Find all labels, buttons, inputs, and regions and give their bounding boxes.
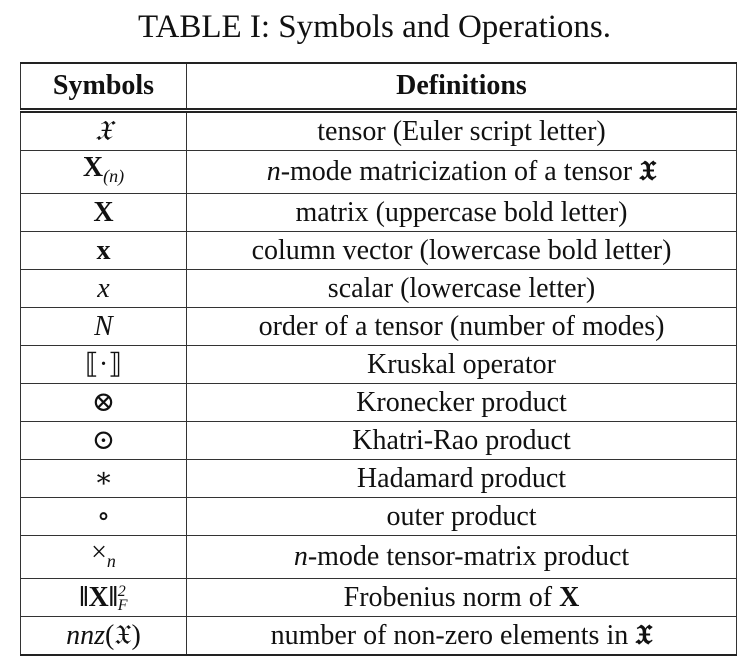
definition-text: -mode tensor-matrix product xyxy=(307,541,630,572)
table-row xyxy=(21,111,737,151)
symbol-cell xyxy=(21,460,187,498)
definition-cell: outer product xyxy=(187,498,737,536)
definition-cell: Kronecker product xyxy=(187,384,737,422)
definition-tensor-symbol: 𝔛 xyxy=(635,619,653,651)
definition-text: Frobenius norm of xyxy=(343,581,560,613)
symbol-tensor: 𝔛 xyxy=(94,114,113,147)
symbol-scalar: x xyxy=(97,272,110,304)
symbol-cell xyxy=(21,498,187,536)
symbol-cell xyxy=(21,194,187,232)
symbol-cell xyxy=(21,232,187,270)
table-row xyxy=(21,308,737,346)
definition-cell: Kruskal operator xyxy=(187,346,737,384)
symbol-khatri-rao: ⊙ xyxy=(91,424,116,456)
symbol-cell xyxy=(21,536,187,579)
table-row xyxy=(21,194,737,232)
table-header-row xyxy=(21,63,737,111)
definition-matrix-symbol: X xyxy=(559,581,580,613)
table-row xyxy=(21,617,737,656)
definition-cell xyxy=(187,536,737,579)
symbol-superscript: 2 xyxy=(117,582,126,600)
symbol-kronecker: ⊗ xyxy=(91,386,116,418)
symbol-kruskal: ⟦·⟧ xyxy=(84,348,123,380)
symbol-nnz: nnz xyxy=(66,619,106,651)
symbol-cell xyxy=(21,270,187,308)
symbol-cell xyxy=(21,151,187,194)
symbol-n-mode-product: × xyxy=(91,537,107,568)
definition-cell xyxy=(187,617,737,656)
table-row xyxy=(21,151,737,194)
symbols-table xyxy=(20,62,737,656)
header-symbols: Symbols xyxy=(21,63,187,111)
symbol-outer: ∘ xyxy=(96,500,111,532)
symbol-cell xyxy=(21,346,187,384)
symbol-cell xyxy=(21,617,187,656)
symbol-subscript: F xyxy=(117,596,128,614)
table-row xyxy=(21,384,737,422)
symbol-cell xyxy=(21,422,187,460)
table-row xyxy=(21,579,737,617)
symbol-subscript: n xyxy=(106,551,116,571)
definition-cell: tensor (Euler script letter) xyxy=(187,111,737,151)
table-row xyxy=(21,536,737,579)
table-row xyxy=(21,232,737,270)
table-row xyxy=(21,346,737,384)
symbol-cell xyxy=(21,579,187,617)
table-row xyxy=(21,460,737,498)
definition-cell: column vector (lowercase bold letter) xyxy=(187,232,737,270)
symbol-subscript: (n) xyxy=(103,166,125,186)
definition-cell xyxy=(187,579,737,617)
table-caption: TABLE I: Symbols and Operations. xyxy=(137,9,612,45)
symbol-frobenius-norm: ‖X‖ xyxy=(79,581,118,613)
symbol-cell xyxy=(21,111,187,151)
symbol-hadamard: ∗ xyxy=(93,462,114,494)
definition-italic-n: n xyxy=(266,156,281,187)
symbol-sup-sub xyxy=(117,582,128,614)
table-row xyxy=(21,498,737,536)
symbol-matrix: X xyxy=(93,196,114,228)
definition-cell: Hadamard product xyxy=(187,460,737,498)
symbol-nnz-arg: (𝔛) xyxy=(105,619,141,651)
definition-cell: Khatri-Rao product xyxy=(187,422,737,460)
definition-cell xyxy=(187,151,737,194)
symbol-vector: x xyxy=(96,234,111,266)
table-row xyxy=(21,270,737,308)
definition-text: number of non-zero elements in xyxy=(270,619,636,651)
symbol-cell xyxy=(21,384,187,422)
definition-cell: order of a tensor (number of modes) xyxy=(187,308,737,346)
symbol-cell xyxy=(21,308,187,346)
symbol-matricization: X xyxy=(82,152,104,183)
definition-cell: matrix (uppercase bold letter) xyxy=(187,194,737,232)
definition-tensor-symbol: 𝔛 xyxy=(639,156,657,187)
header-definitions: Definitions xyxy=(187,63,737,111)
definition-cell: scalar (lowercase letter) xyxy=(187,270,737,308)
symbol-order: N xyxy=(94,310,113,342)
definition-text: -mode matricization of a tensor xyxy=(280,156,640,187)
table-row xyxy=(21,422,737,460)
definition-italic-n: n xyxy=(293,541,308,572)
